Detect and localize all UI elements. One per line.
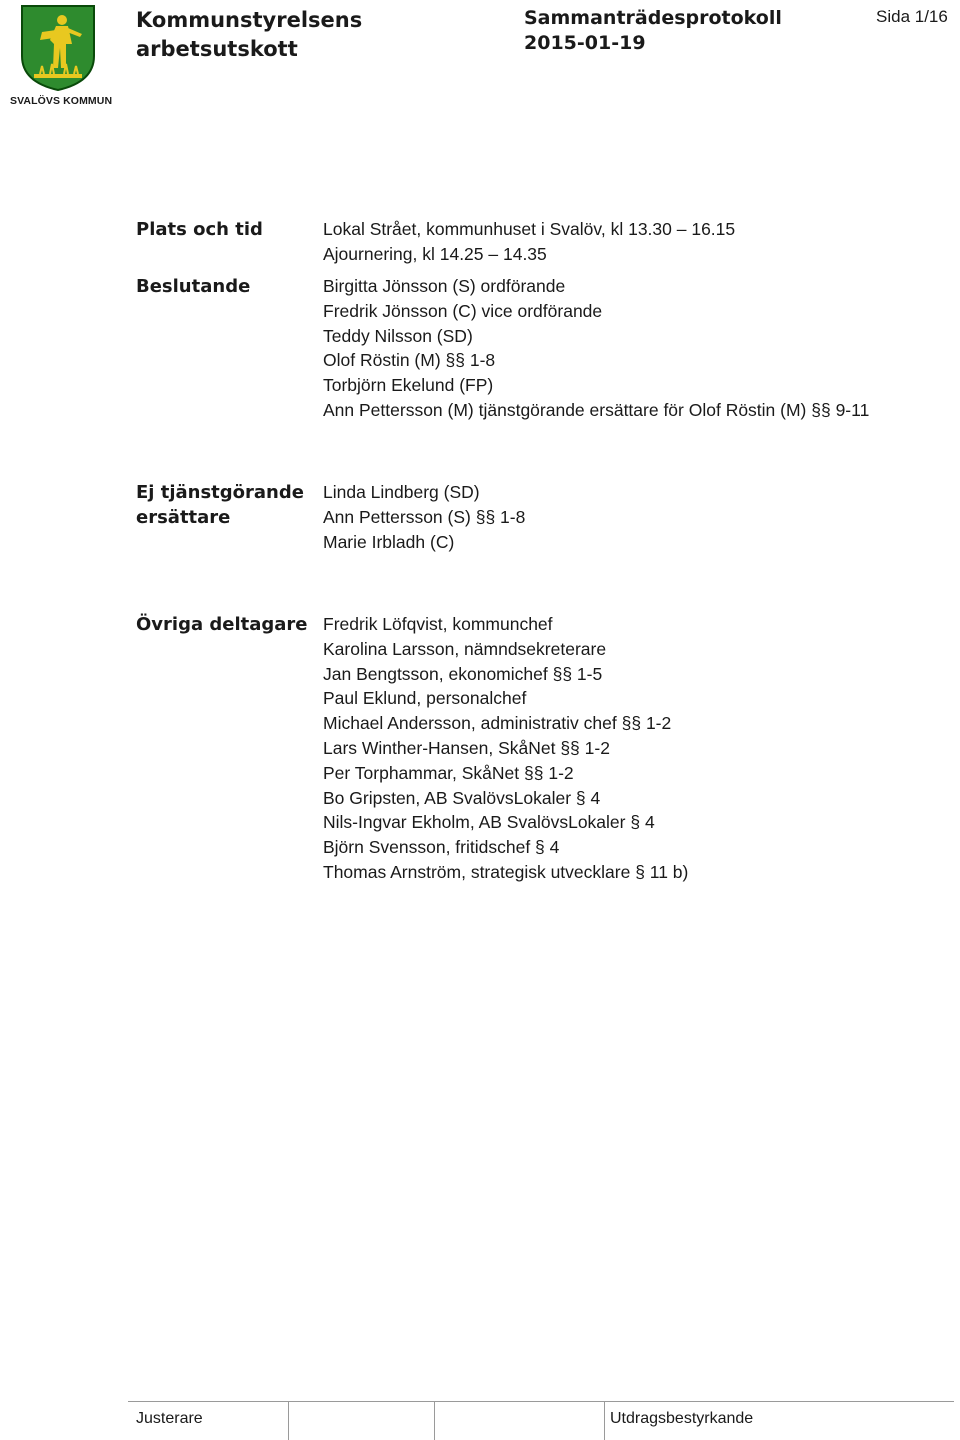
list-item: Lokal Strået, kommunhuset i Svalöv, kl 13.30 – 16.15 [323,219,736,239]
list-item: Per Torphammar, SkåNet §§ 1-2 [323,762,574,783]
section-label-line2: ersättare [136,507,231,528]
list-item: Fredrik Jönsson (C) vice ordförande [323,300,603,321]
justerare-label: Justerare [136,1410,203,1427]
logo-caption: SVALÖVS KOMMUN [10,95,113,107]
list-item: Linda Lindberg (SD) [323,482,480,502]
list-item: Bo Gripsten, AB SvalövsLokaler § 4 [323,787,601,808]
section-content [323,612,688,885]
list-item: Lars Winther-Hansen, SkåNet §§ 1-2 [323,737,610,758]
document-heading [524,6,782,56]
list-item: Ann Pettersson (M) tjänstgörande ersättare för Olof Röstin (M) §§ 9-11 [323,399,870,420]
list-item: Fredrik Löfqvist, kommunchef [323,614,553,634]
signature-box [288,1402,289,1440]
section-content [323,217,735,267]
list-item: Ann Pettersson (S) §§ 1-8 [323,506,526,527]
section-label [136,480,316,530]
list-item: Torbjörn Ekelund (FP) [323,375,494,396]
page-number: Sida 1/16 [876,7,948,26]
section-label: Plats och tid [136,219,263,240]
utdragsbestyrkande-label: Utdragsbestyrkande [610,1410,754,1427]
list-item: Nils-Ingvar Ekholm, AB SvalövsLokaler § 4 [323,812,655,833]
list-item: Björn Svensson, fritidschef § 4 [323,837,560,858]
list-item: Jan Bengtsson, ekonomichef §§ 1-5 [323,663,603,684]
list-item: Marie Irbladh (C) [323,531,455,552]
list-item: Teddy Nilsson (SD) [323,325,473,346]
list-item: Karolina Larsson, nämndsekreterare [323,638,607,659]
list-item: Paul Eklund, personalchef [323,688,527,709]
meeting-date: 2015-01-19 [524,32,646,54]
committee-name-line1: Kommunstyrelsens [136,8,363,32]
list-item: Michael Andersson, administrativ chef §§ 1-2 [323,713,672,734]
signature-footer [128,1401,954,1440]
section-content [323,480,525,554]
list-item: Ajournering, kl 14.25 – 14.35 [323,243,547,264]
municipality-logo [12,4,112,108]
svalov-coat-of-arms-icon [20,4,96,92]
section-label: Övriga deltagare [136,614,308,635]
list-item: Olof Röstin (M) §§ 1-8 [323,350,496,371]
list-item: Thomas Arnström, strategisk utvecklare § 11 b) [323,861,689,882]
signature-box [604,1402,605,1440]
section-content [323,274,869,423]
document-type: Sammanträdesprotokoll [524,7,782,29]
committee-name [136,6,362,64]
signature-box [434,1402,435,1440]
committee-name-line2: arbetsutskott [136,37,298,61]
section-label: Beslutande [136,276,251,297]
list-item: Birgitta Jönsson (S) ordförande [323,276,566,296]
section-label-line1: Ej tjänstgörande [136,482,304,503]
